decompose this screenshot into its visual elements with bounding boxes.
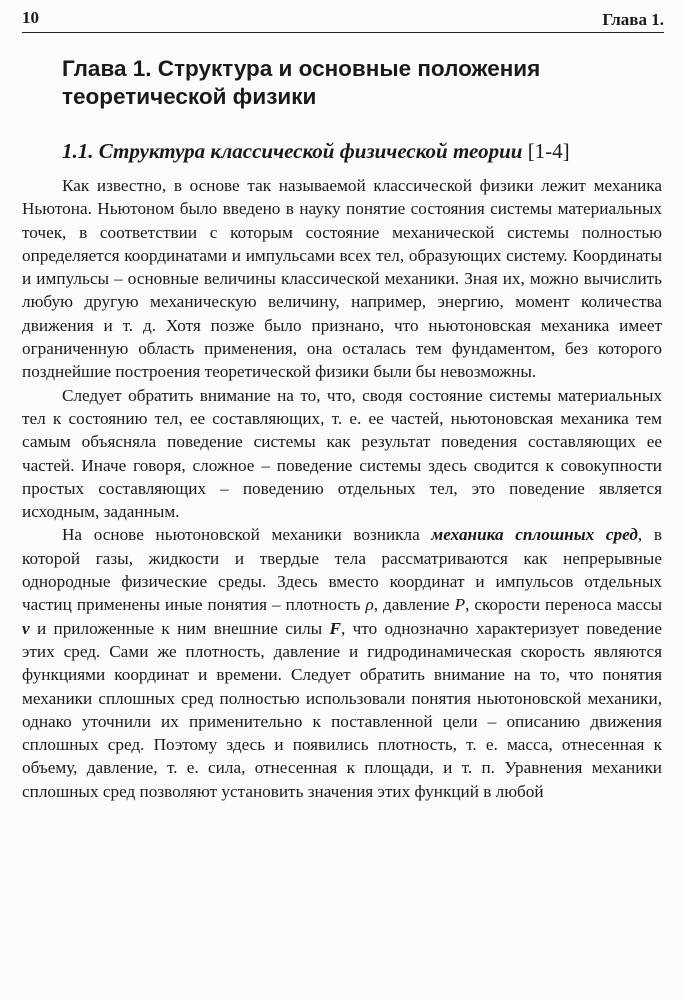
symbol-pressure: P <box>454 595 466 615</box>
paragraph-3-text-3: , давление <box>373 595 455 615</box>
chapter-title: Глава 1. Структура и основные положения теоретической физики <box>62 56 541 109</box>
section-title <box>62 137 672 165</box>
paragraph-3-text-6: , что однозначно характеризует поведение этих сред. Сами же плотность, давление и гидродинамическая скорость являются функциями координат и времени. Следует обратить внимание на то, что понятия механики сплошных сред полностью использовали понятия ньютоновской механики, однако уточнили их применительно к поставленной цели – описанию движения сплошных сред. Поэтому здесь и появились плотность, т. е. масса, отнесенная к объему, давление, т. е. сила, отнесенная к площади, и т. п. Уравнения механики сплошных сред позволяют установить значения этих функций в любой <box>22 618 662 801</box>
running-header <box>22 6 664 33</box>
paragraph-3 <box>22 523 662 803</box>
paragraph-3-text-2: , в которой газы, жидкости и твердые тела рассматриваются как непрерывные однородные физические среды. Здесь вместо координат и импульсов отдельных частиц применены иные понятия – плотность <box>22 525 662 615</box>
paragraph-2: Следует обратить внимание на то, что, сводя состояние системы материальных тел к состоянию тел, ее составляющих, т. е. ее частей, ньютоновская механика тем самым объясняла поведение системы как результат поведения составляющих ее частей. Иначе говоря, сложное – поведение системы здесь сводится к совокупности простых составляющих – поведению отдельных тел, это поведение является исходным, заданным. <box>22 385 662 522</box>
paragraph-3-text-4: , скорости переноса массы <box>465 595 662 615</box>
section-title-text: 1.1. Структура классической физической теории <box>62 139 523 163</box>
section-reference: [1-4] <box>527 139 570 163</box>
symbol-velocity: v <box>22 618 30 638</box>
term-continuum-mechanics: механика сплошных сред <box>431 525 638 545</box>
body-text <box>22 174 662 803</box>
running-chapter-title: Глава 1. <box>602 10 664 29</box>
paragraph-3-text-5: и приложенные к ним внешние силы <box>29 618 330 638</box>
symbol-force: F <box>329 618 342 638</box>
paragraph-3-text-1: На основе ньютоновской механики возникла <box>62 525 432 545</box>
paragraph-1: Как известно, в основе так называемой классической физики лежит механика Ньютона. Ньютоном было введено в науку понятие состояния системы материальных точек, в соответствии с которым состояние механической системы полностью определяется координатами и импульсами всех тел, образующих систему. Координаты и импульсы – основные величины классической механики. Зная их, можно вычислить любую другую механическую величину, например, энергию, момент количества движения и т. д. Хотя позже было признано, что ньютоновская механика имеет ограниченную область применения, она осталась тем фундаментом, без которого позднейшие построения теоретической физики были бы невозможны. <box>22 176 662 382</box>
page-number: 10 <box>22 8 39 27</box>
symbol-density: ρ <box>365 595 374 615</box>
